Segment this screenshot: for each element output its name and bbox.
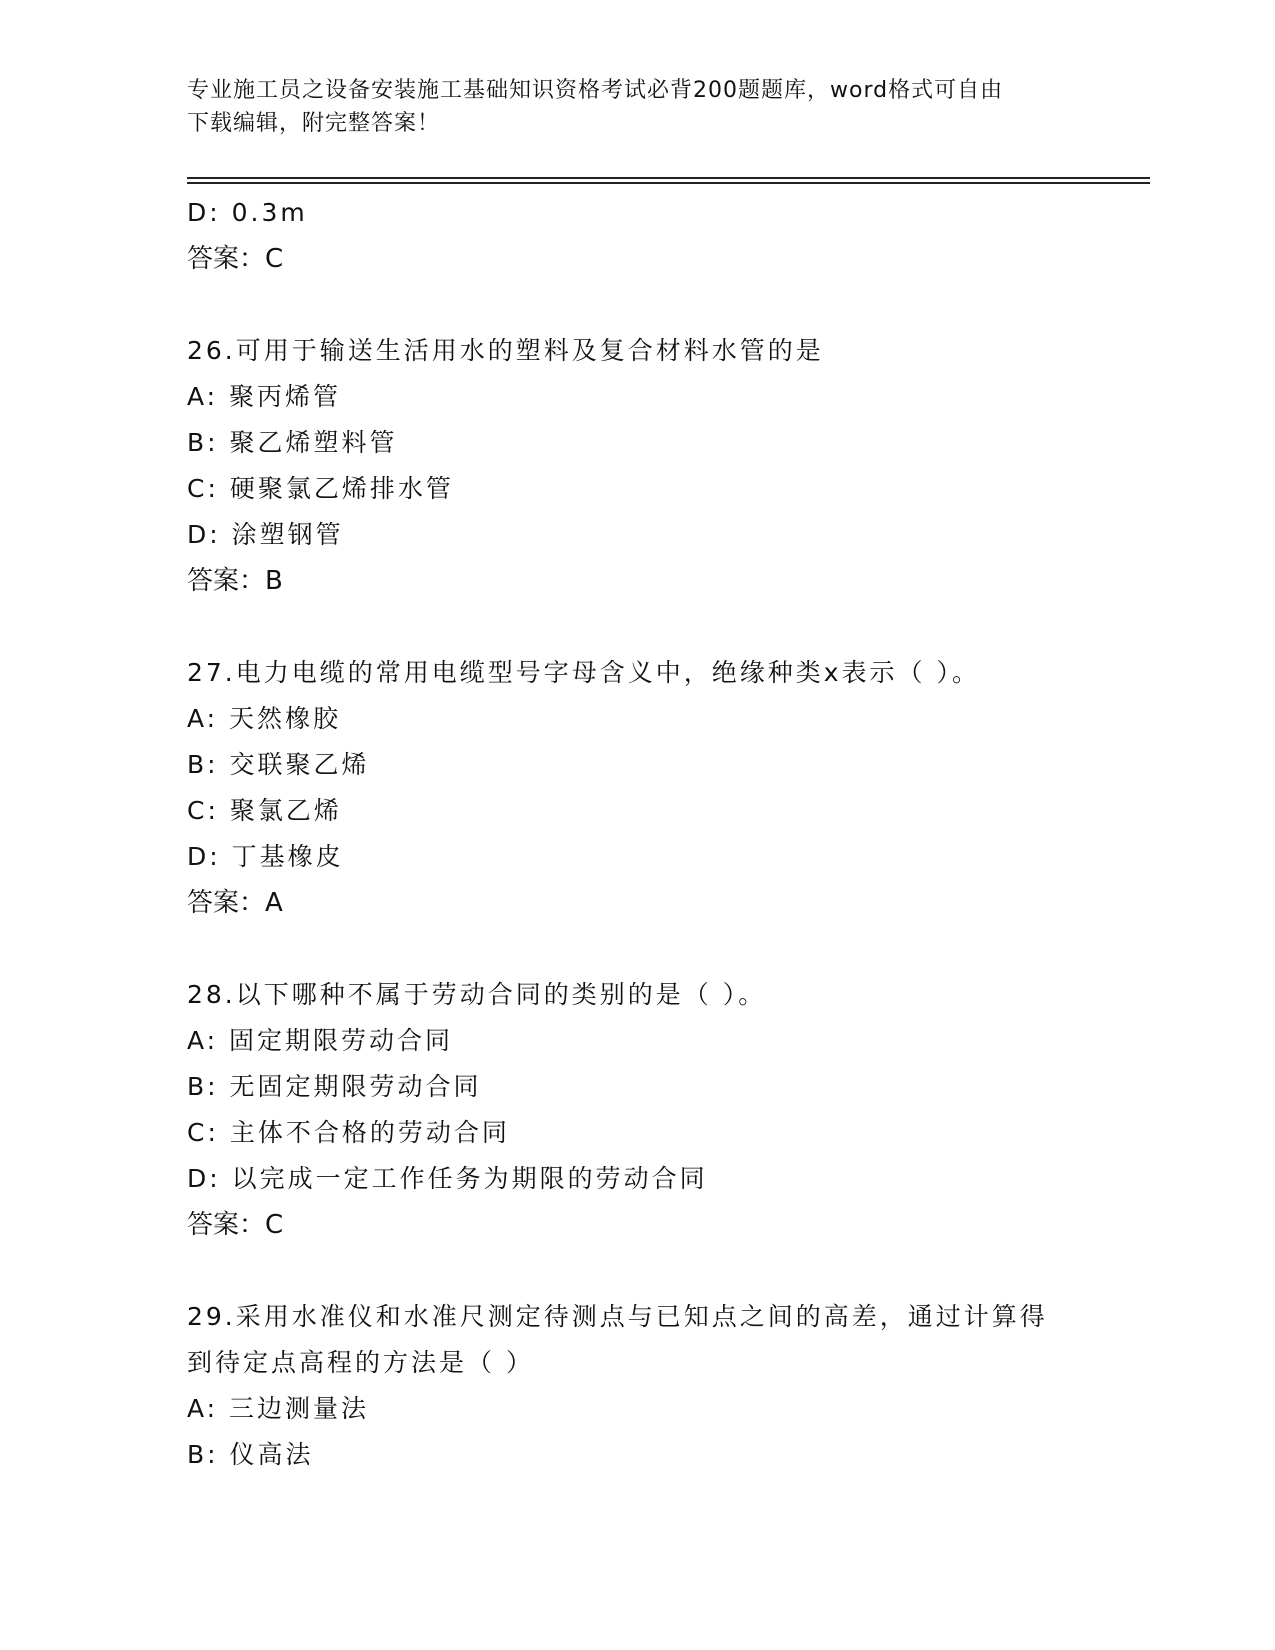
option-d: D: 0.3m — [187, 198, 308, 227]
option-a: A: 固定期限劳动合同 — [187, 1026, 454, 1055]
question-stem: 27.电力电缆的常用电缆型号字母含义中，绝缘种类x表示（ ）。 — [187, 658, 981, 687]
answer-line — [187, 880, 1087, 926]
option-a: A: 三边测量法 — [187, 1394, 370, 1423]
document-header — [187, 74, 1077, 140]
option-b: B: 仪高法 — [187, 1440, 314, 1469]
answer-value: A — [265, 888, 283, 918]
option-c: C: 硬聚氯乙烯排水管 — [187, 474, 454, 503]
option-b: B: 交联聚乙烯 — [187, 750, 370, 779]
question-27 — [187, 650, 1087, 926]
option-d: D: 以完成一定工作任务为期限的劳动合同 — [187, 1164, 708, 1193]
question-stem-line-2: 到待定点高程的方法是（ ） — [187, 1348, 534, 1377]
option-c: C: 主体不合格的劳动合同 — [187, 1118, 510, 1147]
answer-line — [187, 1202, 1087, 1248]
option-c: C: 聚氯乙烯 — [187, 796, 342, 825]
header-line-1: 专业施工员之设备安装施工基础知识资格考试必背200题题库，word格式可自由 — [187, 78, 1004, 103]
answer-line — [187, 236, 1087, 282]
question-stem: 28.以下哪种不属于劳动合同的类别的是（ ）。 — [187, 980, 767, 1009]
answer-value: C — [265, 244, 284, 274]
question-26 — [187, 328, 1087, 604]
answer-label: 答案： — [187, 566, 266, 596]
header-line-2: 下载编辑，附完整答案！ — [187, 111, 441, 136]
option-d: D: 丁基橡皮 — [187, 842, 344, 871]
question-28 — [187, 972, 1087, 1248]
answer-value: B — [265, 566, 283, 596]
question-list — [187, 190, 1087, 1478]
partial-question — [187, 190, 1087, 282]
option-b: B: 无固定期限劳动合同 — [187, 1072, 482, 1101]
header-divider-bottom — [187, 182, 1150, 184]
option-d: D: 涂塑钢管 — [187, 520, 344, 549]
question-stem: 26.可用于输送生活用水的塑料及复合材料水管的是 — [187, 336, 824, 365]
question-stem-line-1: 29.采用水准仪和水准尺测定待测点与已知点之间的高差，通过计算得 — [187, 1302, 1048, 1331]
option-a: A: 聚丙烯管 — [187, 382, 342, 411]
answer-label: 答案： — [187, 888, 266, 918]
option-b: B: 聚乙烯塑料管 — [187, 428, 398, 457]
answer-label: 答案： — [187, 1210, 266, 1240]
option-a: A: 天然橡胶 — [187, 704, 342, 733]
answer-label: 答案： — [187, 244, 266, 274]
answer-line — [187, 558, 1087, 604]
answer-value: C — [265, 1210, 284, 1240]
header-divider-top — [187, 177, 1150, 179]
question-29 — [187, 1294, 1087, 1478]
